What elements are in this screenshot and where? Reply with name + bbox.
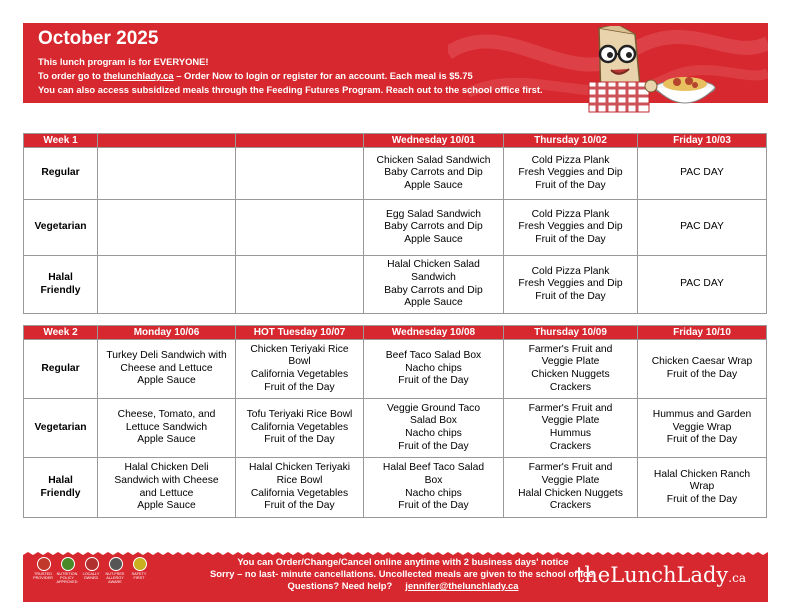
menu-cell	[236, 200, 364, 256]
locally-owned-badge-icon	[85, 557, 99, 571]
order-link[interactable]: thelunchlady.ca	[103, 70, 174, 81]
footer-cancel-notice: Sorry – no last- minute cancellations. Uncollected meals are given to the school office.	[209, 568, 597, 579]
week2-row-regular	[24, 340, 767, 399]
week1-menu-table	[23, 133, 767, 314]
week2-row-vegetarian	[24, 399, 767, 458]
week1-header-row	[24, 134, 767, 148]
badge-label: TRUSTED PROVIDER	[33, 572, 53, 581]
menu-cell: Halal Chicken Teriyaki Rice Bowl California Vegetables Fruit of the Day	[236, 458, 364, 518]
everyone-notice: This lunch program is for EVERYONE!	[38, 56, 209, 67]
week2-menu-table	[23, 325, 767, 518]
menu-cell: Hummus and Garden Veggie Wrap Fruit of the Day	[638, 399, 767, 458]
meal-type-label: Vegetarian	[24, 200, 98, 256]
menu-cell	[236, 256, 364, 314]
week2-tuesday-header: HOT Tuesday 10/07	[236, 326, 364, 340]
menu-cell: PAC DAY	[638, 200, 767, 256]
25-years-badge-icon	[37, 557, 51, 571]
menu-cell: Farmer's Fruit and Veggie Plate Chicken Nuggets Crackers	[504, 340, 638, 399]
menu-cell: Halal Chicken Salad Sandwich Baby Carrots and Dip Apple Sauce	[364, 256, 504, 314]
week1-thursday-header: Thursday 10/02	[504, 134, 638, 148]
subsidy-notice: You can also access subsidized meals through the Feeding Futures Program. Reach out to the school office first.	[38, 84, 543, 95]
menu-cell: Veggie Ground Taco Salad Box Nacho chips Fruit of the Day	[364, 399, 504, 458]
support-email-link[interactable]: jennifer@thelunchlady.ca	[405, 580, 519, 591]
footer-banner	[23, 551, 768, 602]
week2-monday-header: Monday 10/06	[98, 326, 236, 340]
menu-cell: Halal Beef Taco Salad Box Nacho chips Fruit of the Day	[364, 458, 504, 518]
footer-help-prefix: Questions? Need help?	[287, 580, 406, 591]
week2-thursday-header: Thursday 10/09	[504, 326, 638, 340]
menu-cell: Farmer's Fruit and Veggie Plate Halal Chicken Nuggets Crackers	[504, 458, 638, 518]
menu-cell: Beef Taco Salad Box Nacho chips Fruit of the Day	[364, 340, 504, 399]
week1-wednesday-header: Wednesday 10/01	[364, 134, 504, 148]
menu-cell	[98, 200, 236, 256]
badge-label: NUTRITION POLICY APPROVED	[56, 572, 78, 585]
meal-type-label: Halal Friendly	[24, 256, 98, 314]
week1-row-vegetarian	[24, 200, 767, 256]
menu-cell: Turkey Deli Sandwich with Cheese and Lettuce Apple Sauce	[98, 340, 236, 399]
order-suffix: – Order Now to login or register for an account. Each meal is $5.75	[173, 70, 473, 81]
meal-type-label: Vegetarian	[24, 399, 98, 458]
footer-order-notice: You can Order/Change/Cancel online anytime with 2 business days' notice	[237, 556, 569, 567]
menu-cell: Cold Pizza Plank Fresh Veggies and Dip Fruit of the Day	[504, 200, 638, 256]
brand-suffix: .ca	[728, 571, 746, 585]
order-prefix: To order go to	[38, 70, 104, 81]
week2-wednesday-header: Wednesday 10/08	[364, 326, 504, 340]
brand-logo	[576, 563, 746, 587]
nut-free-badge-icon	[109, 557, 123, 571]
week2-header-row	[24, 326, 767, 340]
menu-cell: Halal Chicken Deli Sandwich with Cheese and Lettuce Apple Sauce	[98, 458, 236, 518]
nutrition-badge-icon	[61, 557, 75, 571]
menu-cell: Halal Chicken Ranch Wrap Fruit of the Day	[638, 458, 767, 518]
week2-friday-header: Friday 10/10	[638, 326, 767, 340]
badge-label: LOCALLY OWNED	[82, 572, 100, 581]
page-title: October 2025	[38, 28, 159, 49]
menu-cell: Cheese, Tomato, and Lettuce Sandwich Apple Sauce	[98, 399, 236, 458]
menu-cell: PAC DAY	[638, 148, 767, 200]
menu-cell: Tofu Teriyaki Rice Bowl California Vegetables Fruit of the Day	[236, 399, 364, 458]
menu-cell: PAC DAY	[638, 256, 767, 314]
week1-row-regular	[24, 148, 767, 200]
menu-cell	[98, 148, 236, 200]
week1-friday-header: Friday 10/03	[638, 134, 767, 148]
week1-label: Week 1	[24, 134, 98, 148]
order-instructions	[38, 70, 473, 81]
lunch-bag-mascot	[577, 26, 727, 121]
menu-cell: Cold Pizza Plank Fresh Veggies and Dip Fruit of the Day	[504, 148, 638, 200]
footer-text	[208, 556, 598, 592]
menu-cell	[98, 256, 236, 314]
footer-help-line	[208, 580, 598, 592]
menu-cell: Cold Pizza Plank Fresh Veggies and Dip Fruit of the Day	[504, 256, 638, 314]
safety-badge-icon	[133, 557, 147, 571]
brand-name: theLunchLady	[575, 563, 729, 587]
menu-cell	[236, 148, 364, 200]
badge-label: NUT-FREE ALLERGY AWARE	[105, 572, 125, 585]
week2-row-halal	[24, 458, 767, 518]
badge-label: SAFETY FIRST	[131, 572, 147, 581]
menu-cell: Farmer's Fruit and Veggie Plate Hummus Crackers	[504, 399, 638, 458]
menu-cell: Egg Salad Sandwich Baby Carrots and Dip Apple Sauce	[364, 200, 504, 256]
week1-tuesday-header	[236, 134, 364, 148]
menu-cell: Chicken Salad Sandwich Baby Carrots and Dip Apple Sauce	[364, 148, 504, 200]
week2-label: Week 2	[24, 326, 98, 340]
week1-monday-header	[98, 134, 236, 148]
meal-type-label: Halal Friendly	[24, 458, 98, 518]
week1-row-halal	[24, 256, 767, 314]
menu-cell: Chicken Caesar Wrap Fruit of the Day	[638, 340, 767, 399]
meal-type-label: Regular	[24, 340, 98, 399]
menu-cell: Chicken Teriyaki Rice Bowl California Vegetables Fruit of the Day	[236, 340, 364, 399]
meal-type-label: Regular	[24, 148, 98, 200]
